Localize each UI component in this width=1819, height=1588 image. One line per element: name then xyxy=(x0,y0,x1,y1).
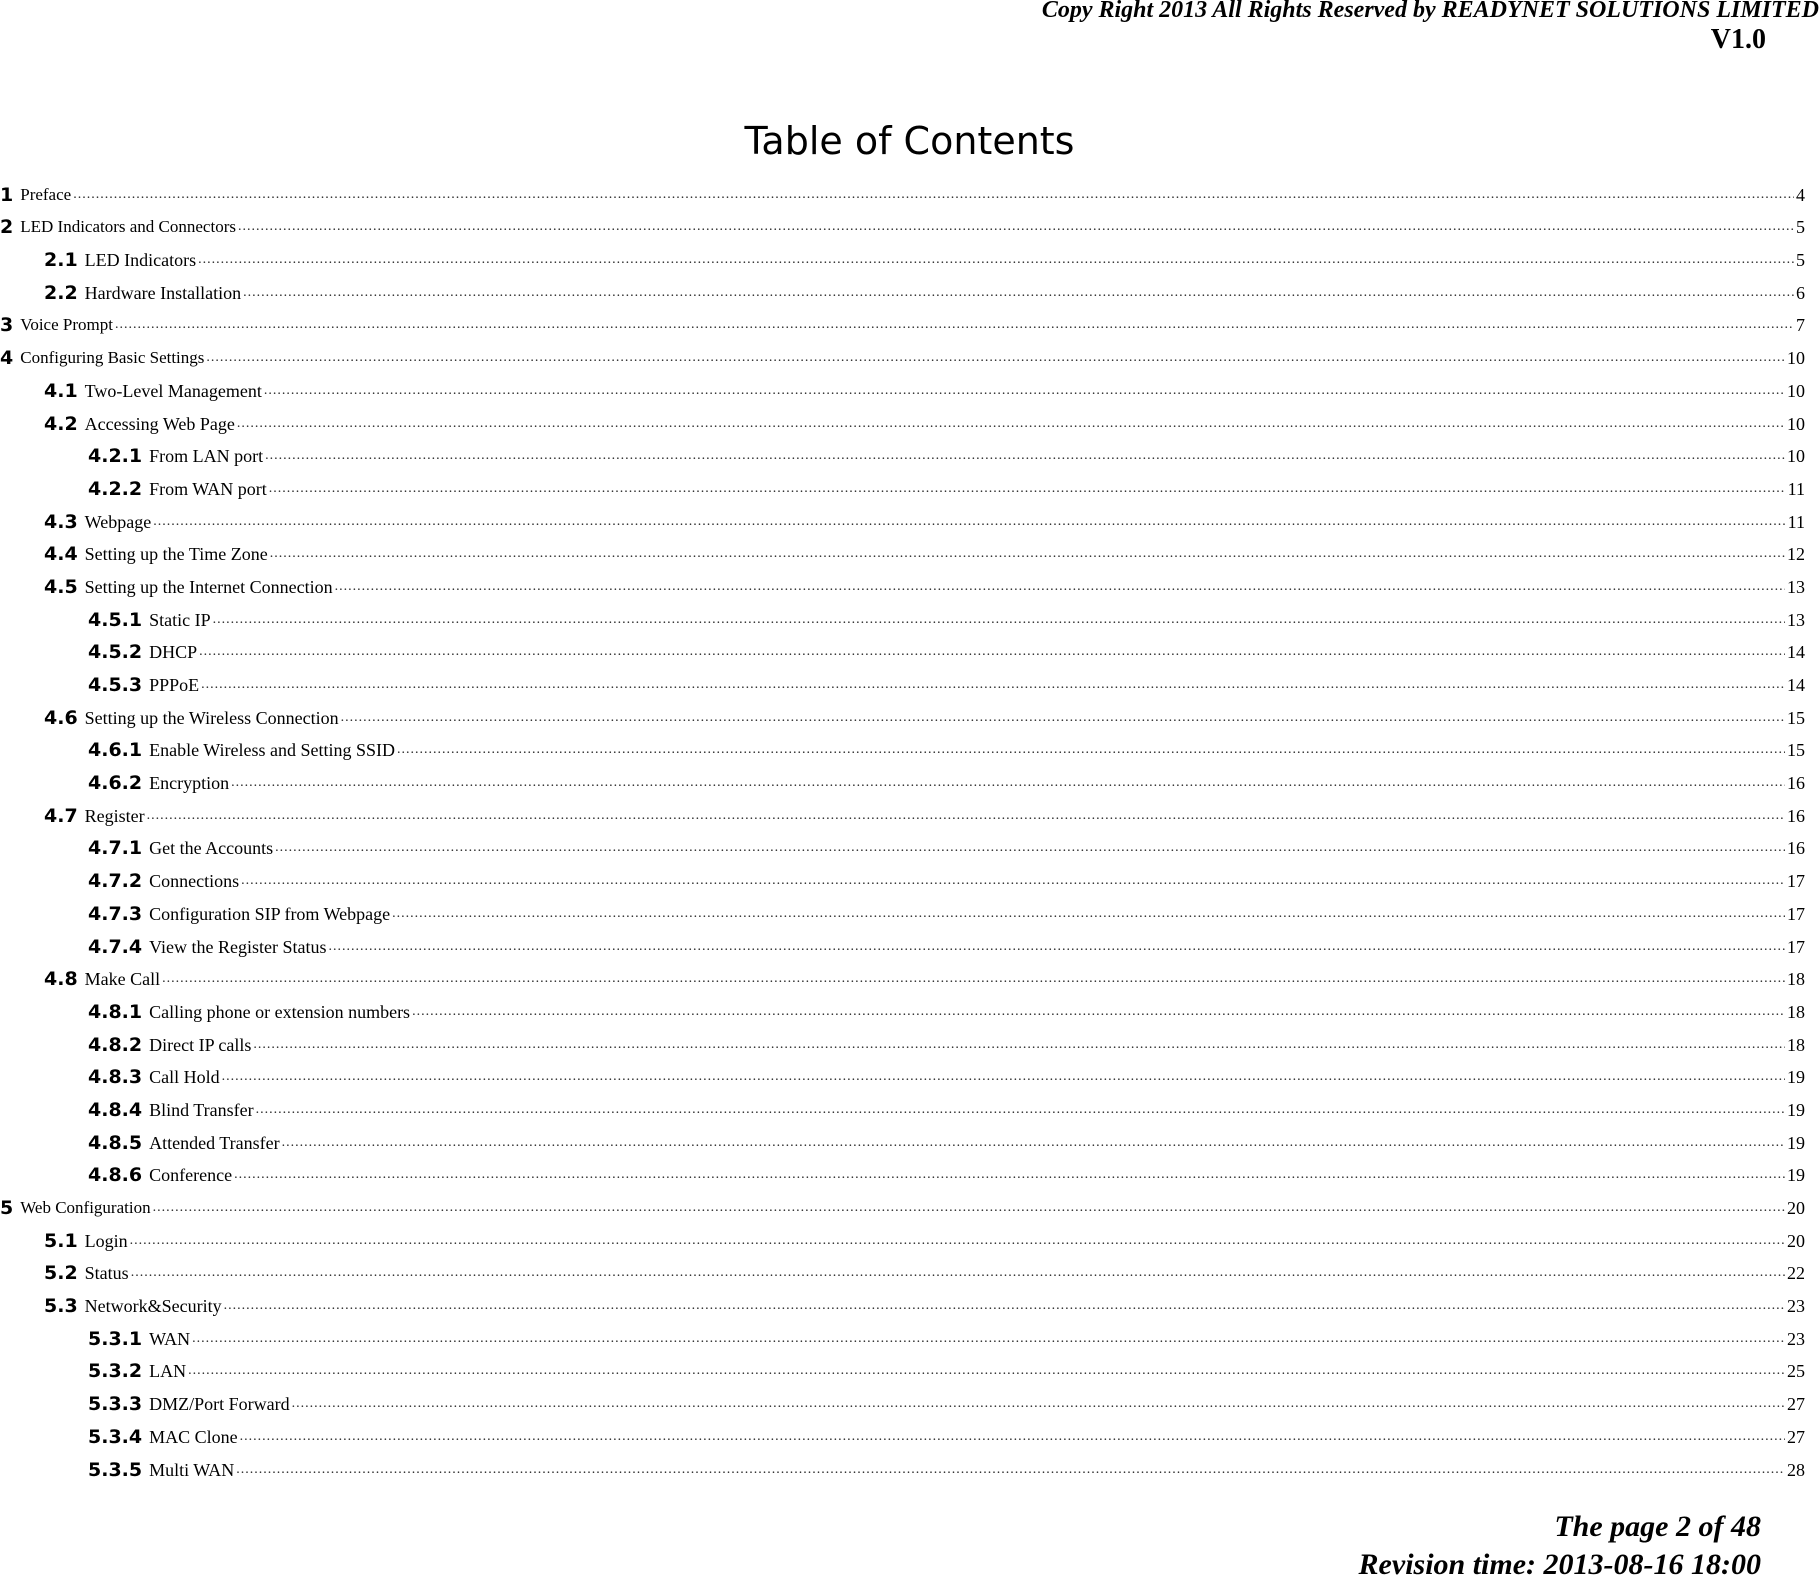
toc-dot-leader xyxy=(238,216,1794,238)
toc-dot-leader xyxy=(275,837,1785,859)
toc-entry-number: 5.3.5 xyxy=(88,1458,143,1481)
toc-entry-title[interactable]: MAC Clone xyxy=(149,1426,238,1447)
toc-dot-leader xyxy=(269,478,1786,500)
toc-entry[interactable] xyxy=(0,1154,1805,1187)
toc-entry-number: 4.8.4 xyxy=(88,1098,143,1121)
toc-entry[interactable] xyxy=(0,859,1805,892)
toc-entry[interactable] xyxy=(0,1121,1805,1154)
toc-dot-leader xyxy=(130,1230,1785,1252)
toc-entry-page: 14 xyxy=(1787,642,1805,663)
toc-entry-number: 4.2.2 xyxy=(88,477,143,500)
toc-entry[interactable] xyxy=(0,500,1805,533)
toc-entry-number: 5.3.1 xyxy=(88,1327,143,1350)
toc-entry-page: 17 xyxy=(1787,903,1805,924)
toc-entry-number: 5.3 xyxy=(44,1295,78,1318)
toc-entry[interactable] xyxy=(0,565,1805,598)
toc-entry[interactable] xyxy=(0,435,1805,468)
toc-entry-title[interactable]: Web Configuration xyxy=(20,1198,151,1217)
toc-entry-number: 2.1 xyxy=(44,249,78,272)
toc-entry-number: 4.7.3 xyxy=(88,902,143,925)
toc-list xyxy=(0,173,1805,1481)
toc-entry-page: 4 xyxy=(1796,184,1805,205)
toc-entry-number: 4.7.2 xyxy=(88,870,143,893)
toc-entry-number: 4.7 xyxy=(44,804,78,827)
toc-dot-leader xyxy=(397,739,1785,761)
toc-entry-page: 5 xyxy=(1796,217,1805,238)
toc-entry-title[interactable]: Attended Transfer xyxy=(149,1132,280,1153)
toc-entry[interactable] xyxy=(0,1415,1805,1448)
toc-entry-title[interactable]: From WAN port xyxy=(149,478,267,499)
toc-dot-leader xyxy=(222,1066,1785,1088)
toc-entry-title[interactable]: Direct IP calls xyxy=(149,1034,252,1055)
toc-entry-number: 4.8.5 xyxy=(88,1131,143,1154)
toc-entry-title[interactable]: Accessing Web Page xyxy=(84,413,235,434)
toc-entry-title[interactable]: Hardware Installation xyxy=(84,282,242,303)
toc-entry-number: 4.8 xyxy=(44,968,78,991)
toc-entry-page: 19 xyxy=(1787,1067,1805,1088)
toc-entry-page: 17 xyxy=(1787,871,1805,892)
toc-dot-leader xyxy=(243,282,1794,304)
toc-entry-title[interactable]: LAN xyxy=(149,1361,187,1382)
toc-entry[interactable] xyxy=(0,892,1805,925)
toc-entry-page: 10 xyxy=(1787,380,1805,401)
toc-dot-leader xyxy=(237,413,1785,435)
toc-dot-leader xyxy=(162,968,1785,990)
toc-entry-number: 5.3.2 xyxy=(88,1360,143,1383)
toc-entry-page: 6 xyxy=(1796,282,1805,303)
toc-entry[interactable] xyxy=(0,1350,1805,1383)
toc-entry[interactable] xyxy=(0,1186,1805,1219)
toc-entry-page: 23 xyxy=(1787,1328,1805,1349)
toc-entry-number: 1 xyxy=(0,183,14,206)
toc-entry[interactable] xyxy=(0,533,1805,566)
toc-entry[interactable] xyxy=(0,990,1805,1023)
toc-entry-title[interactable]: Blind Transfer xyxy=(149,1099,254,1120)
toc-entry-page: 10 xyxy=(1787,446,1805,467)
toc-entry-page: 17 xyxy=(1787,936,1805,957)
toc-dot-leader xyxy=(213,609,1785,631)
toc-dot-leader xyxy=(115,314,1794,336)
toc-entry[interactable] xyxy=(0,1448,1805,1481)
toc-entry-number: 4.7.1 xyxy=(88,837,143,860)
toc-dot-leader xyxy=(335,576,1785,598)
toc-dot-leader xyxy=(265,445,1785,467)
toc-entry-number: 4.8.1 xyxy=(88,1000,143,1023)
toc-entry[interactable] xyxy=(0,1219,1805,1252)
toc-dot-leader xyxy=(201,674,1785,696)
toc-entry-title[interactable]: PPPoE xyxy=(149,675,200,695)
toc-entry-number: 4.3 xyxy=(44,510,78,533)
toc-entry-title[interactable]: LED Indicators and Connectors xyxy=(20,217,236,237)
toc-dot-leader xyxy=(253,1034,1785,1056)
toc-entry[interactable] xyxy=(0,1382,1805,1415)
toc-entry-title[interactable]: WAN xyxy=(149,1328,191,1349)
toc-entry-title[interactable]: Setting up the Time Zone xyxy=(84,544,268,565)
toc-entry-page: 27 xyxy=(1787,1394,1805,1415)
toc-entry-page: 15 xyxy=(1787,707,1805,728)
toc-entry-page: 14 xyxy=(1787,675,1805,695)
toc-entry[interactable] xyxy=(0,925,1805,958)
toc-entry-title[interactable]: Configuring Basic Settings xyxy=(20,348,205,368)
toc-entry-page: 16 xyxy=(1787,805,1805,826)
toc-entry[interactable] xyxy=(0,1088,1805,1121)
toc-entry-number: 4.6 xyxy=(44,706,78,729)
toc-entry[interactable] xyxy=(0,336,1805,369)
toc-entry[interactable] xyxy=(0,958,1805,991)
toc-entry-number: 2.2 xyxy=(44,281,78,304)
toc-dot-leader xyxy=(234,1164,1785,1186)
toc-entry[interactable] xyxy=(0,663,1805,696)
toc-entry-number: 4 xyxy=(0,347,14,370)
toc-entry-page: 11 xyxy=(1787,478,1805,499)
toc-dot-leader xyxy=(206,347,1785,369)
toc-entry[interactable] xyxy=(0,827,1805,860)
toc-entry-title[interactable]: Network&Security xyxy=(84,1296,222,1317)
toc-entry-title[interactable]: From LAN port xyxy=(149,446,264,467)
toc-entry[interactable] xyxy=(0,238,1805,271)
toc-dot-leader xyxy=(270,543,1785,565)
toc-entry-page: 18 xyxy=(1787,1034,1805,1055)
toc-entry-page: 12 xyxy=(1787,544,1805,565)
toc-entry-title[interactable]: DHCP xyxy=(149,642,198,663)
toc-entry-number: 4.6.1 xyxy=(88,739,143,762)
toc-entry[interactable] xyxy=(0,173,1805,206)
toc-entry-number: 5.1 xyxy=(44,1229,78,1252)
toc-entry-number: 4.6.2 xyxy=(88,772,143,795)
toc-entry-page: 19 xyxy=(1787,1099,1805,1120)
toc-entry-number: 5.2 xyxy=(44,1262,78,1285)
toc-dot-leader xyxy=(131,1262,1785,1284)
toc-entry-title[interactable]: LED Indicators xyxy=(84,250,197,271)
page-number-footer: The page 2 of 48 xyxy=(1554,1510,1761,1543)
toc-entry-title[interactable]: Status xyxy=(84,1263,129,1284)
toc-entry-title[interactable]: Configuration SIP from Webpage xyxy=(149,903,391,924)
toc-entry-page: 11 xyxy=(1787,511,1805,532)
toc-dot-leader xyxy=(241,870,1785,892)
toc-dot-leader xyxy=(199,641,1785,663)
toc-entry-page: 15 xyxy=(1787,740,1805,761)
toc-entry-page: 19 xyxy=(1787,1165,1805,1186)
toc-dot-leader xyxy=(256,1099,1785,1121)
toc-dot-leader xyxy=(329,936,1786,958)
toc-dot-leader xyxy=(412,1001,1785,1023)
toc-entry-title[interactable]: DMZ/Port Forward xyxy=(149,1394,290,1415)
revision-time-footer: Revision time: 2013-08-16 18:00 xyxy=(1358,1548,1761,1581)
toc-entry[interactable] xyxy=(0,467,1805,500)
toc-entry-page: 23 xyxy=(1787,1296,1805,1317)
toc-dot-leader xyxy=(192,1328,1785,1350)
toc-entry[interactable] xyxy=(0,761,1805,794)
toc-entry-number: 4.5 xyxy=(44,575,78,598)
version-label: V1.0 xyxy=(1710,24,1766,55)
toc-entry-title[interactable]: Setting up the Internet Connection xyxy=(84,576,333,597)
toc-entry[interactable] xyxy=(0,304,1805,337)
toc-entry-page: 13 xyxy=(1787,609,1805,630)
toc-entry-page: 13 xyxy=(1787,576,1805,597)
toc-entry-title[interactable]: Connections xyxy=(149,871,240,892)
copyright-header: Copy Right 2013 All Rights Reserved by READYNET SOLUTIONS LIMITED xyxy=(1041,0,1819,23)
toc-entry-title[interactable]: Webpage xyxy=(84,511,152,532)
toc-entry-title[interactable]: Login xyxy=(84,1230,128,1251)
toc-entry-number: 4.5.1 xyxy=(88,608,143,631)
toc-dot-leader xyxy=(231,772,1785,794)
toc-entry-page: 5 xyxy=(1796,250,1805,271)
toc-entry[interactable] xyxy=(0,631,1805,664)
toc-entry[interactable] xyxy=(0,206,1805,239)
toc-entry-title[interactable]: Conference xyxy=(149,1165,233,1186)
toc-entry-page: 27 xyxy=(1787,1426,1805,1447)
toc-entry-title[interactable]: Get the Accounts xyxy=(149,838,274,859)
toc-dot-leader xyxy=(282,1132,1785,1154)
toc-entry[interactable] xyxy=(0,729,1805,762)
toc-entry-number: 4.5.3 xyxy=(88,674,143,696)
toc-entry-number: 4.5.2 xyxy=(88,641,143,664)
toc-dot-leader xyxy=(240,1426,1785,1448)
toc-entry-page: 10 xyxy=(1787,348,1805,369)
toc-entry-number: 4.4 xyxy=(44,543,78,566)
toc-entry-page: 16 xyxy=(1787,773,1805,794)
toc-dot-leader xyxy=(153,511,1785,533)
toc-entry-title[interactable]: Setting up the Wireless Connection xyxy=(84,707,339,728)
toc-entry-number: 4.2 xyxy=(44,412,78,435)
toc-dot-leader xyxy=(392,903,1785,925)
toc-entry-title[interactable]: Preface xyxy=(20,184,72,204)
toc-entry[interactable] xyxy=(0,1252,1805,1285)
toc-entry-page: 16 xyxy=(1787,838,1805,859)
toc-entry-title[interactable]: Register xyxy=(84,805,145,826)
toc-dot-leader xyxy=(73,184,1794,206)
toc-dot-leader xyxy=(292,1393,1785,1415)
toc-dot-leader xyxy=(198,249,1794,271)
toc-dot-leader xyxy=(341,707,1785,729)
toc-entry-number: 4.8.2 xyxy=(88,1033,143,1056)
toc-entry-title[interactable]: Two-Level Management xyxy=(84,380,262,401)
toc-entry-title[interactable]: View the Register Status xyxy=(149,936,327,957)
toc-entry-title[interactable]: Call Hold xyxy=(149,1067,220,1088)
toc-entry-title[interactable]: Calling phone or extension numbers xyxy=(149,1001,411,1022)
toc-entry[interactable] xyxy=(0,598,1805,631)
toc-entry-page: 20 xyxy=(1787,1198,1805,1218)
toc-entry-number: 4.8.3 xyxy=(88,1066,143,1089)
toc-entry[interactable] xyxy=(0,271,1805,304)
toc-entry-page: 18 xyxy=(1787,1001,1805,1022)
toc-entry-page: 10 xyxy=(1787,413,1805,434)
toc-entry[interactable] xyxy=(0,1317,1805,1350)
toc-entry[interactable] xyxy=(0,696,1805,729)
toc-entry-page: 22 xyxy=(1787,1263,1805,1284)
toc-entry-number: 5.3.4 xyxy=(88,1425,143,1448)
toc-entry-number: 4.7.4 xyxy=(88,935,143,958)
toc-entry[interactable] xyxy=(0,1056,1805,1089)
toc-entry[interactable] xyxy=(0,369,1805,402)
toc-dot-leader xyxy=(153,1197,1785,1219)
toc-entry-title[interactable]: Voice Prompt xyxy=(20,315,113,335)
toc-entry-page: 28 xyxy=(1787,1459,1805,1480)
toc-dot-leader xyxy=(264,380,1785,402)
toc-entry-title[interactable]: Static IP xyxy=(149,609,211,630)
toc-title: Table of Contents xyxy=(744,119,1075,163)
toc-entry-title[interactable]: Enable Wireless and Setting SSID xyxy=(149,740,396,761)
toc-entry-title[interactable]: Make Call xyxy=(84,969,161,990)
toc-entry-number: 4.2.1 xyxy=(88,445,143,468)
toc-entry-title[interactable]: Encryption xyxy=(149,773,230,794)
toc-entry-number: 3 xyxy=(0,314,14,337)
toc-entry-number: 4.8.6 xyxy=(88,1164,143,1187)
toc-entry-number: 2 xyxy=(0,216,14,239)
toc-entry[interactable] xyxy=(0,794,1805,827)
toc-entry-page: 25 xyxy=(1787,1361,1805,1382)
toc-entry[interactable] xyxy=(0,402,1805,435)
toc-dot-leader xyxy=(147,805,1785,827)
toc-entry-number: 4.1 xyxy=(44,379,78,402)
toc-entry-page: 19 xyxy=(1787,1132,1805,1153)
toc-entry[interactable] xyxy=(0,1023,1805,1056)
toc-entry-number: 5 xyxy=(0,1197,14,1219)
toc-entry-number: 5.3.3 xyxy=(88,1393,143,1416)
toc-dot-leader xyxy=(188,1360,1785,1382)
toc-entry-page: 7 xyxy=(1796,315,1805,336)
toc-dot-leader xyxy=(224,1295,1785,1317)
toc-entry-page: 18 xyxy=(1787,969,1805,990)
toc-entry-title[interactable]: Multi WAN xyxy=(149,1459,235,1480)
toc-entry-page: 20 xyxy=(1787,1230,1805,1251)
toc-entry[interactable] xyxy=(0,1284,1805,1317)
toc-dot-leader xyxy=(236,1459,1785,1481)
